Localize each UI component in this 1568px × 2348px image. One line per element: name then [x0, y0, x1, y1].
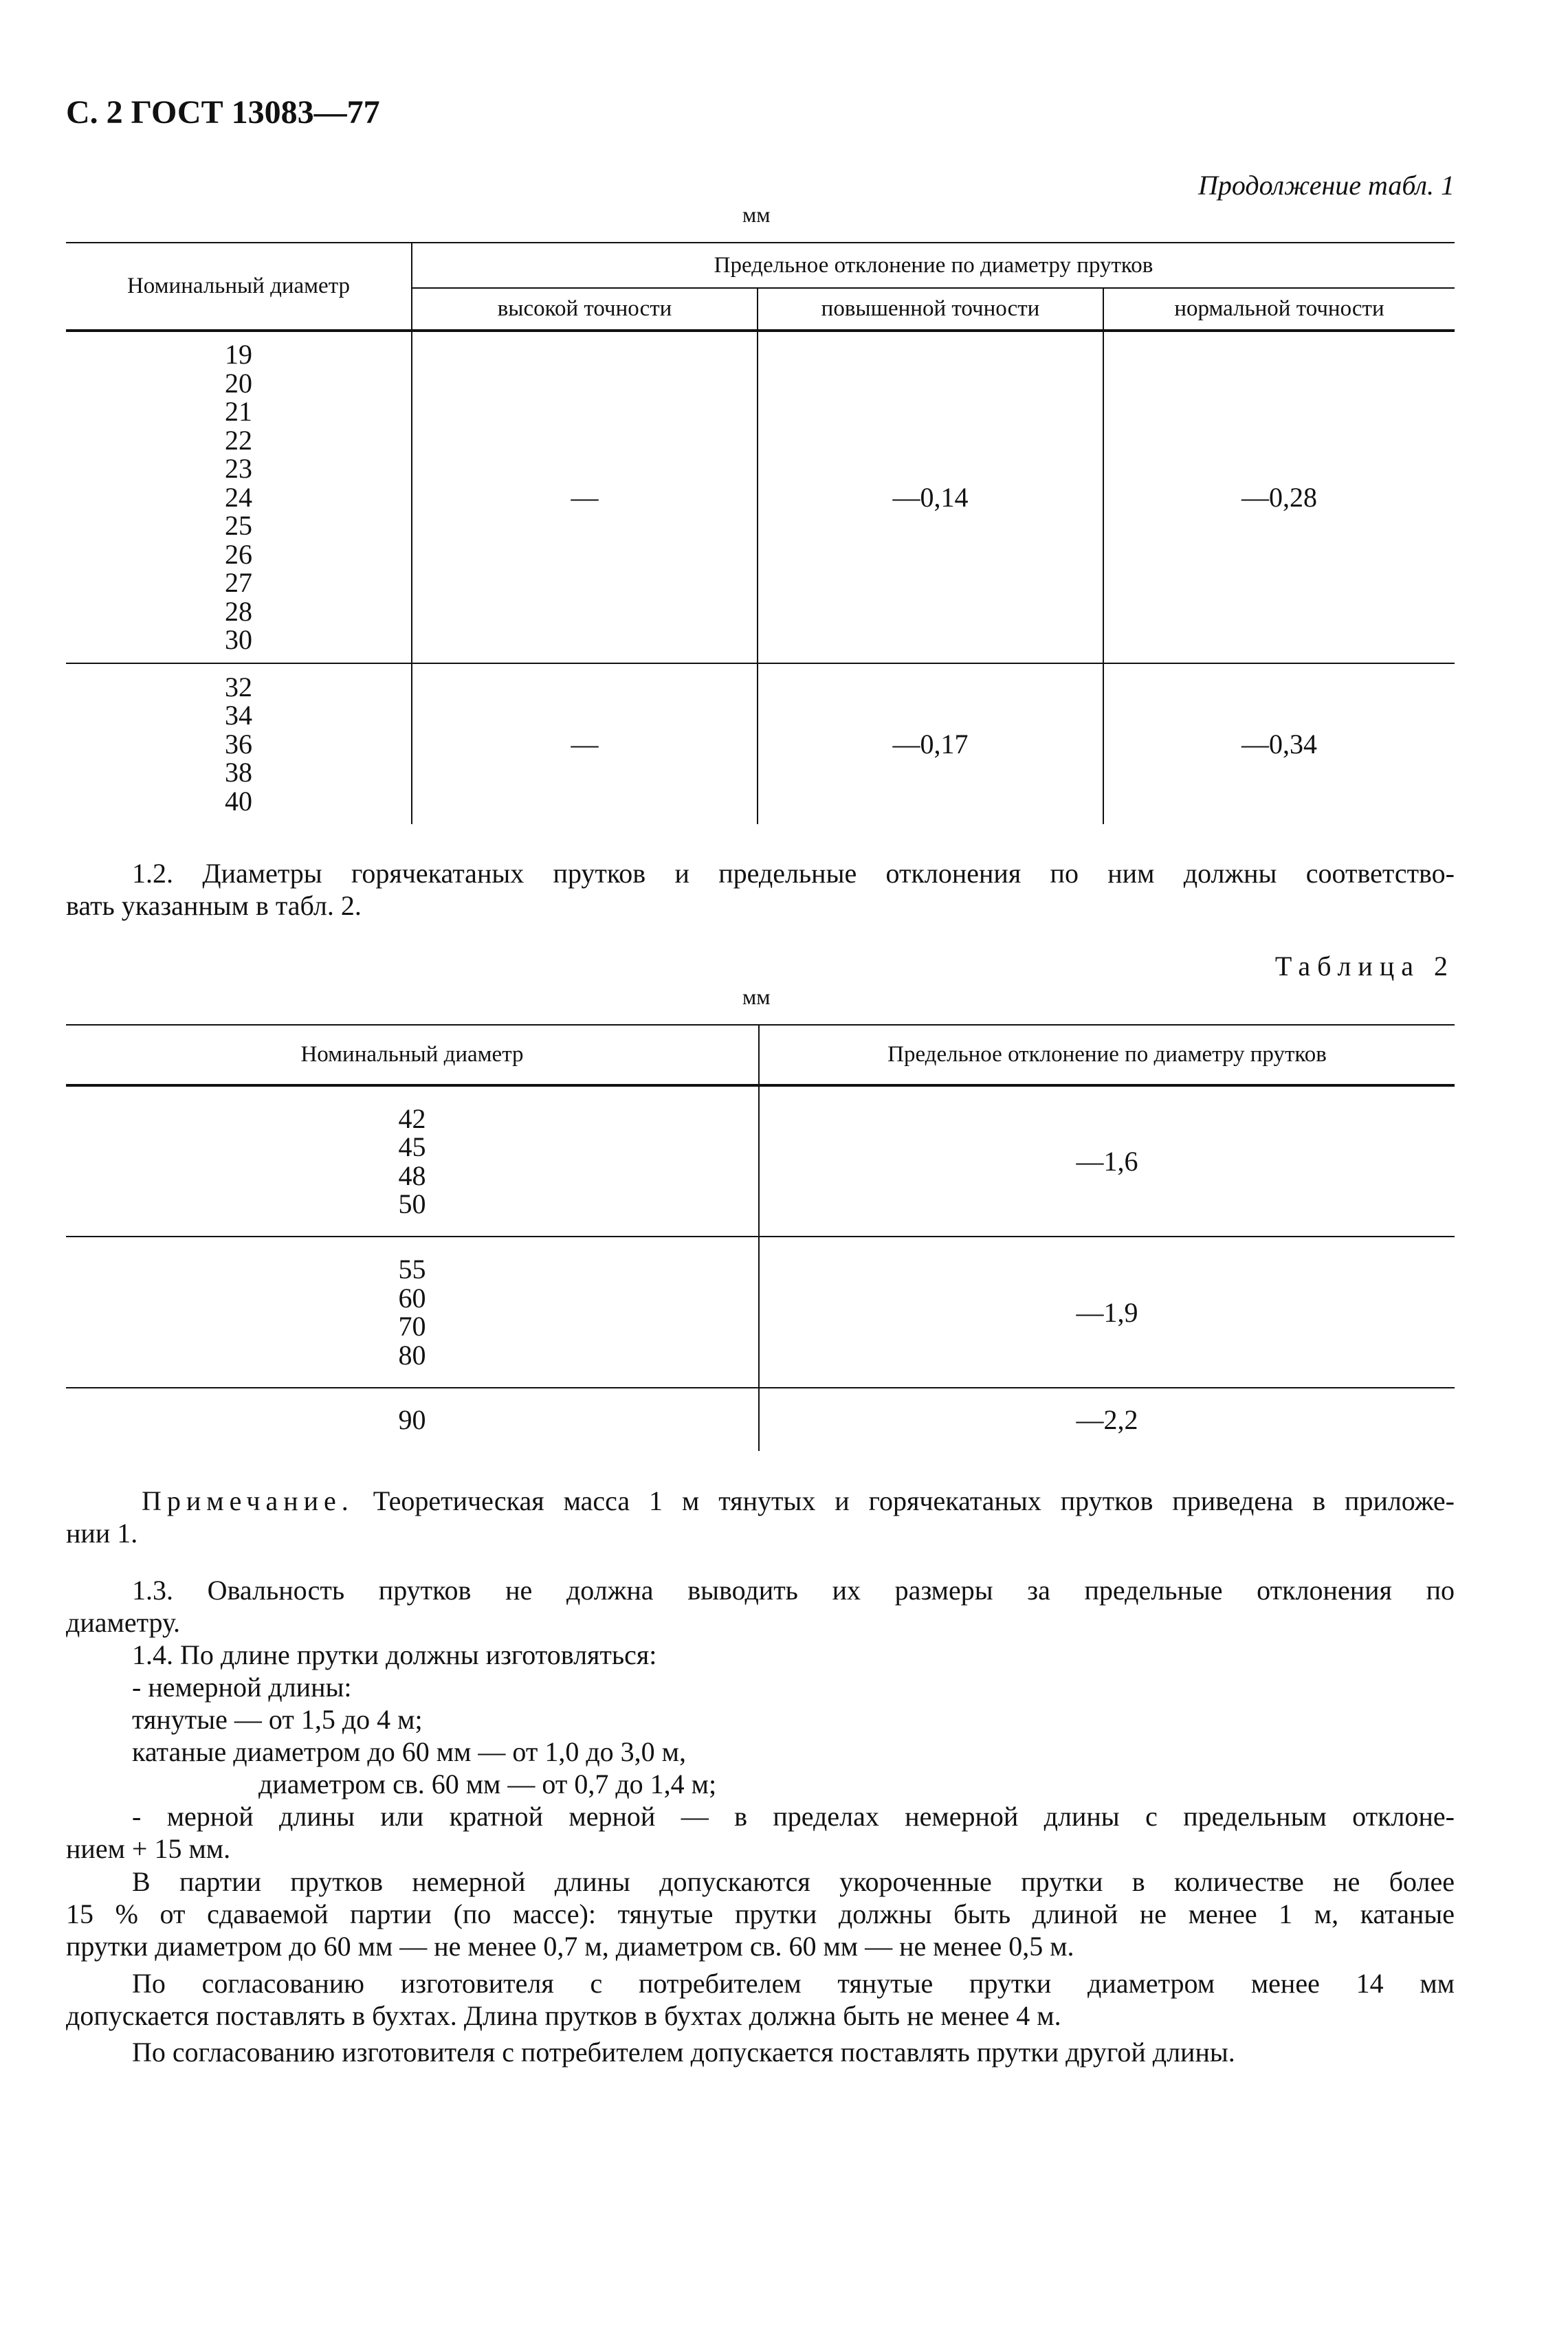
table1-header-increased: повышенной точности [758, 288, 1103, 331]
table2-diameter-list [66, 1237, 759, 1388]
table1-high-value: — [412, 331, 758, 663]
paragraph-1-4 [66, 1639, 1455, 1865]
table2-deviation-value: —1,6 [759, 1085, 1455, 1237]
table2-label: Таблица 2 [1274, 951, 1455, 982]
table2-row [66, 1085, 1455, 1237]
diameter-value: 45 [398, 1131, 426, 1162]
diameter-value: 34 [225, 700, 252, 731]
paragraph-line: нием + 15 мм. [66, 1833, 231, 1864]
table1-row [66, 331, 1455, 663]
paragraph-line: диаметром св. 60 мм — от 0,7 до 1,4 м; [258, 1769, 717, 1799]
diameter-value: 38 [225, 757, 252, 788]
diameter-value: 27 [225, 567, 252, 599]
table1-header-group: Предельное отклонение по диаметру прутков [412, 243, 1455, 288]
paragraph-line: 1.2. Диаметры горячекатаных прутков и предельные отклонения по ним должны соответство- [132, 858, 1455, 889]
diameter-value: 36 [225, 728, 252, 760]
paragraph-line: 15 % от сдаваемой партии (по массе): тянутые прутки должны быть длиной не менее 1 м, катаные [66, 1898, 1455, 1929]
table1-diameter-list [66, 663, 412, 824]
paragraph-line: По согласованию изготовителя с потребителем тянутые прутки диаметром менее 14 мм [132, 1968, 1455, 1999]
table2-diameter-list [66, 1085, 759, 1237]
diameter-value: 28 [225, 595, 252, 627]
diameter-value: 25 [225, 510, 252, 542]
paragraph-line: катаные диаметром до 60 мм — от 1,0 до 3,0 м, [132, 1736, 686, 1767]
page-header-title: С. 2 ГОСТ 13083—77 [66, 94, 380, 131]
table2-row [66, 1237, 1455, 1388]
table2-deviation-value: —1,9 [759, 1237, 1455, 1388]
paragraph-other-length [66, 2036, 1455, 2068]
paragraph-coils [66, 1967, 1455, 2032]
table2 [66, 1024, 1455, 1451]
diameter-value: 20 [225, 367, 252, 399]
table1 [66, 242, 1455, 824]
note-line: нии 1. [66, 1518, 138, 1549]
table1-header-high: высокой точности [412, 288, 758, 331]
table1-increased-value: —0,14 [758, 331, 1103, 663]
table2-note [66, 1485, 1455, 1549]
table1-increased-value: —0,17 [758, 663, 1103, 824]
diameter-value: 23 [225, 453, 252, 485]
note-line [66, 1485, 1455, 1517]
table1-normal-value: —0,34 [1103, 663, 1455, 824]
table2-deviation-value: —2,2 [759, 1388, 1455, 1451]
diameter-value: 70 [398, 1311, 426, 1342]
paragraph-line: - немерной длины: [132, 1672, 352, 1703]
diameter-value: 32 [225, 671, 252, 702]
paragraph-1-3 [66, 1574, 1455, 1639]
diameter-value: 48 [398, 1160, 426, 1191]
diameter-value: 40 [225, 785, 252, 817]
paragraph-line: В партии прутков немерной длины допускаются укороченные прутки в количестве не более [132, 1866, 1455, 1897]
table1-header-nominal: Номинальный диаметр [66, 243, 412, 331]
paragraph-short-bars [66, 1865, 1455, 1962]
table1-normal-value: —0,28 [1103, 331, 1455, 663]
table1-high-value: — [412, 663, 758, 824]
diameter-value: 90 [398, 1404, 426, 1435]
diameter-value: 24 [225, 481, 252, 513]
table1-row [66, 663, 1455, 824]
diameter-value: 42 [398, 1103, 426, 1134]
table1-unit: мм [742, 202, 771, 227]
diameter-value: 60 [398, 1282, 426, 1314]
diameter-value: 30 [225, 624, 252, 656]
paragraph-line: допускается поставлять в бухтах. Длина прутков в бухтах должна быть не менее 4 м. [66, 2000, 1061, 2031]
diameter-value: 50 [398, 1188, 426, 1219]
diameter-value: 22 [225, 424, 252, 456]
note-label: Примечание. [142, 1485, 354, 1516]
paragraph-line: диаметру. [66, 1607, 181, 1638]
table1-diameter-list [66, 331, 412, 663]
paragraph-line: тянутые — от 1,5 до 4 м; [132, 1704, 423, 1735]
diameter-value: 80 [398, 1339, 426, 1371]
diameter-value: 21 [225, 396, 252, 428]
table2-row [66, 1388, 1455, 1451]
paragraph-line: - мерной длины или кратной мерной — в пределах немерной длины с предельным отклоне- [132, 1801, 1455, 1832]
table1-header-normal: нормальной точности [1174, 296, 1384, 321]
paragraph-1-2 [66, 857, 1455, 922]
table1-continuation-label: Продолжение табл. 1 [1197, 170, 1455, 201]
diameter-value: 26 [225, 538, 252, 570]
table2-header-deviation: Предельное отклонение по диаметру прутков [887, 1042, 1327, 1067]
paragraph-line: 1.3. Овальность прутков не должна выводить их размеры за предельные отклонения по [132, 1575, 1455, 1606]
table2-diameter-list [66, 1388, 759, 1451]
paragraph-line: 1.4. По длине прутки должны изготовляться: [132, 1639, 657, 1670]
paragraph-line: вать указанным в табл. 2. [66, 890, 362, 921]
paragraph-line: прутки диаметром до 60 мм — не менее 0,7 м, диаметром св. 60 мм — не менее 0,5 м. [66, 1931, 1074, 1962]
table2-header-nominal: Номинальный диаметр [66, 1025, 759, 1085]
diameter-value: 19 [225, 339, 252, 370]
table2-unit: мм [742, 984, 771, 1009]
note-text: Теоретическая масса 1 м тянутых и горячекатаных прутков приведена в приложе- [353, 1485, 1455, 1516]
paragraph-line: По согласованию изготовителя с потребителем допускается поставлять прутки другой длины. [132, 2037, 1235, 2068]
diameter-value: 55 [398, 1254, 426, 1285]
